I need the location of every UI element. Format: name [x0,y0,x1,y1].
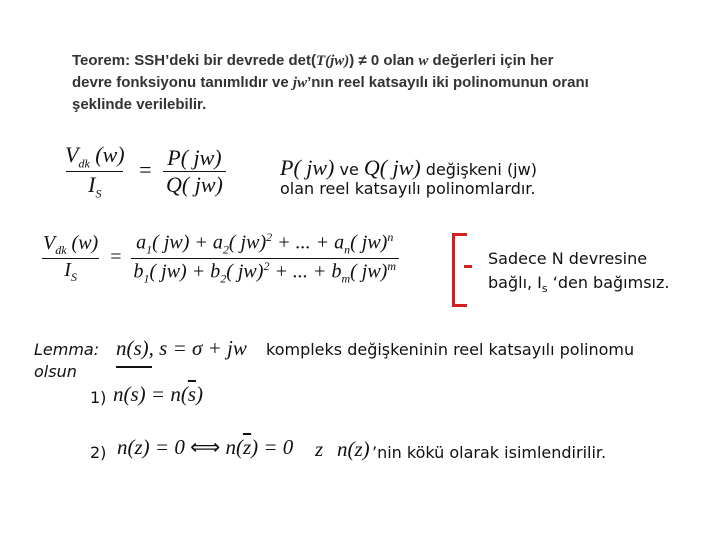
red-bracket-tick [464,265,472,268]
equation-1 [62,142,226,202]
note2-line2-a: bağlı, I [488,273,542,292]
eq2-lhs-V: V [43,231,56,254]
lemma-overline-mark [116,366,152,368]
eq2-num-t3: + ... + [272,231,335,254]
eq2-bm-sub: m [341,271,351,286]
item1-lhs: n(s) [113,382,146,406]
theorem-label: Teorem: [72,52,131,69]
note-1 [280,155,537,198]
equation-2 [40,230,399,286]
note1-ve: ve [334,160,364,179]
eq1-rhs-fraction [163,145,226,198]
theorem-T-jw: T(jw) [315,53,350,69]
eq2-num-t4-sup: n [387,230,394,244]
lemma-label: Lemma: [34,340,100,359]
note2-line2-b: ‘den bağımsız. [547,273,670,292]
eq2-equals: = [110,245,122,268]
red-bracket [452,233,467,307]
eq1-rhs-num: P( jw) [167,145,222,171]
eq2-num-t2-sup: 2 [266,230,273,244]
eq2-num-t4: ( jw) [350,231,388,254]
item2-rhs-n: n( [220,435,243,459]
lemma-text: kompleks değişkeninin reel katsayılı polinomu [266,340,635,359]
item2-rhs-rest: ) = 0 [251,435,294,459]
item2-rhs-z-conj: $\overline{z}$ [242,435,252,459]
theorem-w: w [418,53,429,69]
theorem-text: değerleri için her devre fonksiyonu tanımlıdır ve [72,52,554,91]
theorem-text: ’nın reel katsayılı iki polinomunun oranı şeklinde verilebilir. [72,74,589,113]
lemma-olsun: olsun [34,362,77,381]
item2-nz: n(z) [337,437,370,461]
eq2-den-t4-sup: m [387,258,396,273]
item2-label: 2) [90,443,107,462]
item1-rhs-s-conj: $\overline{s}$ [187,382,197,406]
eq2-an-sub: n [344,242,351,257]
note2-line2-sub: s [541,282,548,296]
eq2-a1: a [136,231,147,254]
item1-expression [113,382,203,407]
eq2-numerator [133,230,396,258]
item2-z: z [315,437,324,461]
eq2-a2: a [212,231,223,254]
eq2-an: a [334,231,345,254]
item2-lhs: n(z) = 0 [117,435,191,459]
eq1-rhs-den: Q( jw) [163,171,226,198]
eq2-lhs-I: I [64,258,71,281]
eq2-bm: b [331,260,342,283]
note1-P: P( jw) [280,155,335,180]
theorem-block [72,50,592,115]
eq2-denominator [131,258,400,287]
theorem-text: ) ≠ 0 olan [349,52,419,69]
eq2-den-t1: ( jw) + [149,260,211,283]
eq1-lhs-V: V [65,142,79,167]
eq2-a1-sub: 1 [146,242,153,257]
item1-rhs-n: n( [170,382,188,406]
eq2-lhs-den-sub: S [70,269,77,284]
theorem-jw: jw [292,75,308,91]
item1-eq: = [145,382,171,406]
item2-expression [117,435,293,460]
note1-rest: değişkeni (jw) [420,160,537,179]
note1-Q: Q( jw) [363,155,421,180]
iff-arrow-icon: ⟺ [190,435,221,459]
item2-text: ’nin kökü olarak isimlendirilir. [372,443,607,462]
eq1-lhs-sub: dk [78,156,90,171]
eq1-lhs-den-sub: S [95,186,102,201]
note2-line1: Sadece N devresine [488,249,648,268]
eq2-rhs-fraction [131,230,400,286]
note-2 [488,247,669,301]
eq2-num-t2: ( jw) [228,231,267,254]
eq2-den-t4: ( jw) [350,260,388,283]
eq2-lhs-arg: (w) [66,231,99,254]
eq1-equals: = [139,156,152,182]
eq2-den-t3: + ... + [269,260,332,283]
eq1-lhs-arg: (w) [89,142,125,167]
eq2-b1-sub: 1 [143,271,150,286]
eq2-den-t2-sup: 2 [263,258,270,273]
eq1-lhs-fraction [62,142,128,202]
eq2-lhs-sub: dk [55,242,67,257]
eq2-num-t1: ( jw) + [152,231,213,254]
eq1-lhs-I: I [88,172,96,198]
theorem-text: SSH’deki bir devrede det( [130,52,316,69]
eq2-b2: b [210,260,221,283]
lemma-expression: n(s), s = σ + jw [116,336,247,360]
eq2-den-t2: ( jw) [226,260,264,283]
eq2-lhs-fraction [40,232,101,285]
eq2-b1: b [133,260,144,283]
eq2-b2-sub: 2 [220,271,227,286]
note1-line2: olan reel katsayılı polinomlardır. [280,179,536,198]
eq2-a2-sub: 2 [222,242,229,257]
item1-label: 1) [90,388,107,407]
item1-rhs-close: ) [196,382,204,406]
note2-line2 [488,271,669,301]
